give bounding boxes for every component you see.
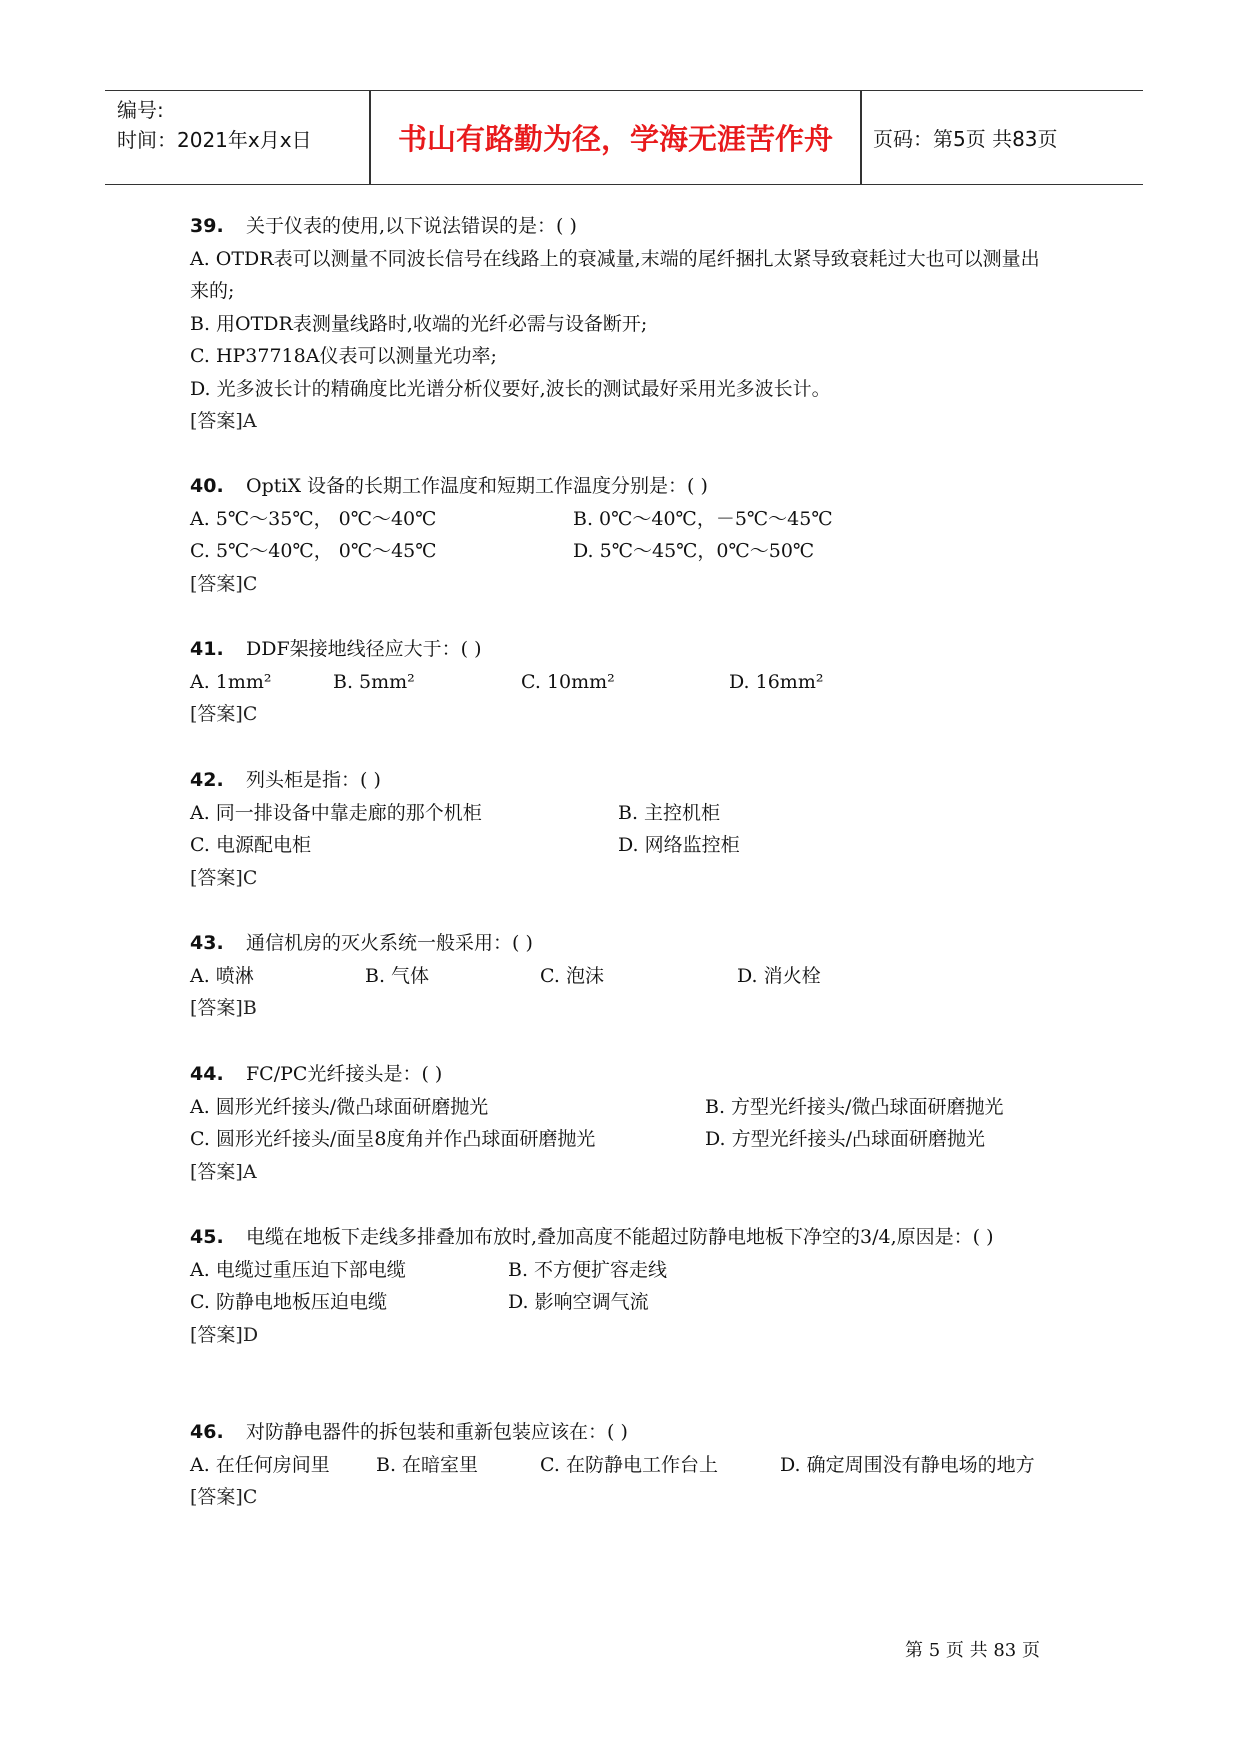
option-a: A. 同一排设备中靠走廊的那个机柜 <box>190 801 482 824</box>
option-d: D. 消火栓 <box>737 964 821 987</box>
option-row <box>190 535 1070 568</box>
question-number: 45. <box>190 1226 224 1248</box>
option-c: C. HP37718A仪表可以测量光功率; <box>190 345 497 367</box>
question-41 <box>190 633 1070 731</box>
option-d: D. 影响空调气流 <box>508 1291 649 1313</box>
question-stem <box>190 633 1070 666</box>
option-a: A. OTDR表可以测量不同波长信号在线路上的衰减量,末端的尾纤捆扎太紧导致衰耗过大也可以测量出来的; <box>190 247 1040 302</box>
question-text: 电缆在地板下走线多排叠加布放时,叠加高度不能超过防静电地板下净空的3/4,原因是：( ) <box>246 1226 994 1248</box>
question-number: 39. <box>190 215 224 237</box>
option-c: C. 在防静电工作台上 <box>540 1453 718 1476</box>
question-number: 40. <box>190 475 224 497</box>
option-c: C. 泡沫 <box>540 964 604 987</box>
option-row <box>190 666 1070 699</box>
option-row <box>190 503 1070 536</box>
header-divider <box>860 91 862 184</box>
option-c: C. 10mm² <box>521 670 615 693</box>
option-a: A. 喷淋 <box>190 964 254 987</box>
question-text: DDF架接地线径应大于：( ) <box>246 638 482 660</box>
page-header <box>105 90 1143 185</box>
header-motto: 书山有路勤为径，学海无涯苦作舟 <box>397 122 833 156</box>
option-row <box>190 1286 1070 1319</box>
page-footer: 第 5 页 共 83 页 <box>905 1640 1040 1661</box>
answer: [答案]C <box>190 572 258 595</box>
option-d: D. 方型光纤接头/凸球面研磨抛光 <box>705 1128 986 1150</box>
option-d: D. 光多波长计的精确度比光谱分析仪要好,波长的测试最好采用光多波长计。 <box>190 377 831 400</box>
option-b: B. 5mm² <box>333 670 415 693</box>
question-stem <box>190 1221 1050 1254</box>
option-row <box>190 797 1070 830</box>
question-39 <box>190 210 1070 438</box>
question-stem <box>190 210 1070 243</box>
option-c: C. 5℃～40℃， 0℃～45℃ <box>190 540 437 562</box>
option-d: D. 16mm² <box>729 670 824 693</box>
question-number: 44. <box>190 1063 224 1085</box>
option-b: B. 在暗室里 <box>376 1453 479 1476</box>
option-row <box>190 1123 1070 1156</box>
header-page-label: 页码：第5页 共83页 <box>873 127 1058 151</box>
question-number: 41. <box>190 638 224 660</box>
option-row <box>190 960 1070 993</box>
option-b: B. 不方便扩容走线 <box>508 1258 668 1281</box>
question-text: OptiX 设备的长期工作温度和短期工作温度分别是：( ) <box>246 475 708 497</box>
question-42 <box>190 764 1070 894</box>
option-b: B. 主控机柜 <box>618 801 721 824</box>
answer: [答案]C <box>190 703 258 725</box>
answer: [答案]C <box>190 1486 258 1508</box>
question-stem <box>190 927 1070 960</box>
option-a: A. 5℃～35℃， 0℃～40℃ <box>190 507 437 530</box>
question-stem <box>190 1416 1070 1449</box>
answer: [答案]A <box>190 1160 257 1183</box>
option-b: B. 方型光纤接头/微凸球面研磨抛光 <box>705 1095 1004 1118</box>
option-row <box>190 829 1070 862</box>
serial-label: 编号: <box>117 98 164 122</box>
option-a: A. 在任何房间里 <box>190 1453 330 1476</box>
option-b: B. 用OTDR表测量线路时,收端的光纤必需与设备断开; <box>190 312 648 335</box>
option-d: D. 5℃～45℃，0℃～50℃ <box>573 540 815 562</box>
question-stem <box>190 470 1070 503</box>
question-stem <box>190 1058 1070 1091</box>
option-c: C. 电源配电柜 <box>190 834 311 856</box>
question-text: 通信机房的灭火系统一般采用：( ) <box>246 932 533 954</box>
question-text: 关于仪表的使用,以下说法错误的是：( ) <box>246 215 577 237</box>
option-d: D. 网络监控柜 <box>618 834 740 856</box>
option-c: C. 防静电地板压迫电缆 <box>190 1291 387 1313</box>
answer: [答案]C <box>190 866 258 889</box>
question-number: 43. <box>190 932 224 954</box>
option-a: A. 圆形光纤接头/微凸球面研磨抛光 <box>190 1095 489 1118</box>
answer: [答案]A <box>190 410 257 432</box>
option-b: B. 0℃～40℃，－5℃～45℃ <box>573 507 833 530</box>
question-46 <box>190 1416 1070 1514</box>
question-text: 列头柜是指：( ) <box>246 769 381 791</box>
question-45 <box>190 1221 1070 1351</box>
option-row <box>190 1254 1070 1287</box>
option-a: A. 电缆过重压迫下部电缆 <box>190 1258 406 1281</box>
option-d: D. 确定周围没有静电场的地方 <box>780 1453 1035 1476</box>
option-c: C. 圆形光纤接头/面呈8度角并作凸球面研磨抛光 <box>190 1128 596 1150</box>
header-left <box>117 95 312 155</box>
question-43 <box>190 927 1070 1025</box>
answer: [答案]B <box>190 997 257 1019</box>
question-number: 46. <box>190 1421 224 1443</box>
question-text: FC/PC光纤接头是：( ) <box>246 1063 443 1085</box>
question-stem <box>190 764 1070 797</box>
question-44 <box>190 1058 1070 1188</box>
question-text: 对防静电器件的拆包装和重新包装应该在：( ) <box>246 1421 628 1443</box>
option-b: B. 气体 <box>365 964 430 987</box>
question-40 <box>190 470 1070 600</box>
option-a: A. 1mm² <box>190 670 272 693</box>
question-number: 42. <box>190 769 224 791</box>
time-label: 时间：2021年x月x日 <box>117 128 312 152</box>
option-row <box>190 1091 1070 1124</box>
answer: [答案]D <box>190 1323 259 1346</box>
option-row <box>190 1449 1060 1482</box>
